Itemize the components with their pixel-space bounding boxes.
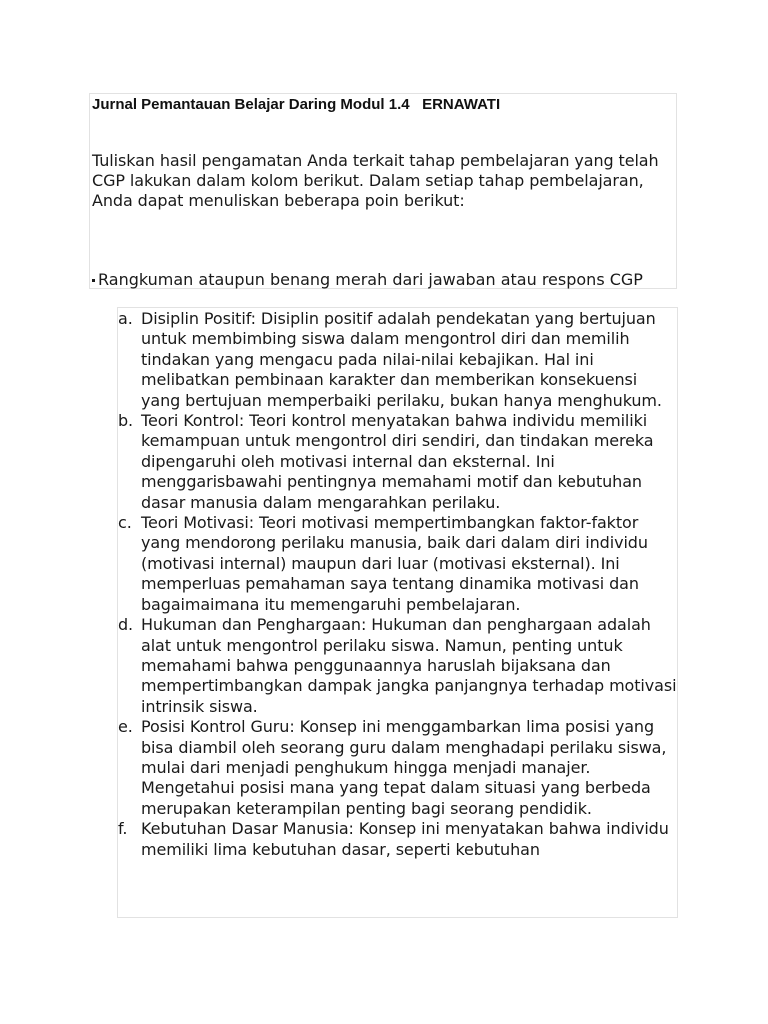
list-marker: e. [118, 717, 133, 737]
content-section [117, 307, 678, 918]
page-title: Jurnal Pemantauan Belajar Daring Modul 1.4 ERNAWATI [92, 96, 501, 113]
list-item [118, 819, 678, 860]
list-item [118, 309, 678, 411]
list-item [118, 717, 678, 819]
list-item [118, 615, 678, 717]
bullet-point [90, 270, 643, 290]
list-marker: b. [118, 411, 134, 431]
list-item-text: Teori Motivasi: Teori motivasi mempertimbangkan faktor-faktor yang mendorong perilaku manusia, baik dari dalam diri individu (motivasi internal) maupun dari luar (motivasi eksternal). Ini memperluas pemahaman saya tentang dinamika motivasi dan bagaimaimana itu memengaruhi pembelajaran. [141, 513, 648, 614]
list-item-text: Posisi Kontrol Guru: Konsep ini menggambarkan lima posisi yang bisa diambil oleh seorang guru dalam menghadapi perilaku siswa, mulai dari menjadi penghukum hingga menjadi manajer. Mengetahui posisi mana yang tepat dalam situasi yang berbeda merupakan keterampilan penting bagi seorang pendidik. [141, 717, 667, 818]
list-marker: d. [118, 615, 134, 635]
bullet-text: Rangkuman ataupun benang merah dari jawaban atau respons CGP [98, 270, 643, 289]
list-marker: c. [118, 513, 132, 533]
list-item-text: Teori Kontrol: Teori kontrol menyatakan bahwa individu memiliki kemampuan untuk mengontrol diri sendiri, dan tindakan mereka dipengaruhi oleh motivasi internal dan eksternal. Ini menggarisbawahi pentingnya memahami motif dan kebutuhan dasar manusia dalam mengarahkan perilaku. [141, 411, 654, 512]
list-item-text: Kebutuhan Dasar Manusia: Konsep ini menyatakan bahwa individu memiliki lima kebutuhan dasar, seperti kebutuhan [141, 819, 669, 859]
list-marker: a. [118, 309, 133, 328]
list-item-text: Hukuman dan Penghargaan: Hukuman dan penghargaan adalah alat untuk mengontrol perilaku siswa. Namun, penting untuk memahami bahwa penggunaannya haruslah bijaksana dan mempertimbangkan dampak jangka panjangnya terhadap motivasi intrinsik siswa. [141, 615, 677, 716]
list-item [118, 513, 678, 615]
list-item-text: Disiplin Positif: Disiplin positif adalah pendekatan yang bertujuan untuk membimbing siswa dalam mengontrol diri dan memilih tindakan yang mengacu pada nilai-nilai kebajikan. Hal ini melibatkan pembinaan karakter dan memberikan konsekuensi yang bertujuan memperbaiki perilaku, bukan hanya menghukum. [141, 309, 662, 410]
intro-paragraph: Tuliskan hasil pengamatan Anda terkait tahap pembelajaran yang telah CGP lakukan dalam kolom berikut. Dalam setiap tahap pembelajaran, Anda dapat menuliskan beberapa poin berikut: [92, 151, 659, 210]
list-marker: f. [118, 819, 128, 839]
header-section [89, 93, 677, 289]
list-item [118, 411, 678, 513]
bullet-icon [92, 279, 95, 282]
concept-list [118, 309, 678, 860]
